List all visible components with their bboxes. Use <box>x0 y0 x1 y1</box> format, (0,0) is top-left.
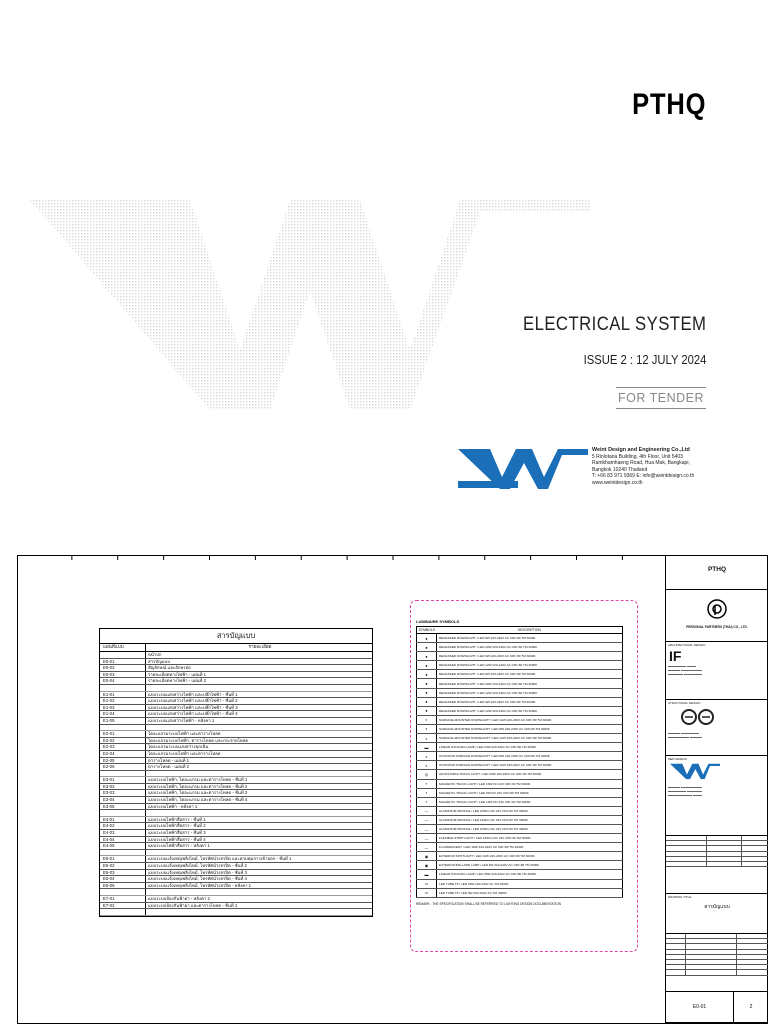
luminaire-symbol-icon: ◐ <box>417 761 437 770</box>
luminaire-description: RECESSED DOWNLIGHT / LED 9W 220-240V AC CRI>80 TM 3000K <box>437 652 623 661</box>
luminaire-description: ALUMINIUM PROFILE / LED 10W/m DC 24V CRI>90 TM 3000K <box>437 806 623 815</box>
luminaire-symbol-icon: ● <box>417 634 437 643</box>
drawing-no-cell: E5-01 <box>100 856 146 862</box>
drawing-list-row <box>100 830 372 837</box>
luminaire-symbol-icon: ● <box>417 688 437 697</box>
drawing-desc-cell <box>146 909 372 915</box>
drawing-desc-cell: สารบัญแบบ <box>148 658 170 664</box>
drawing-list-row <box>100 777 372 784</box>
tb-project <box>666 556 768 590</box>
drawing-desc-cell: แบบระบบแจ้งเหตุเพลิงไหม้, โทรทัศน์วงจรปิด - ชั้นที่ 4 <box>148 876 247 882</box>
drawing-list-row <box>100 771 372 778</box>
legend-row <box>417 870 623 879</box>
tb-structural: STRUCTURAL DESIGN ▬▬▬▬ ▬▬▬▬▬▬ ▬▬▬▬▬▬▬ ▬▬▬▬ <box>666 700 768 756</box>
drawing-list-row <box>100 823 372 830</box>
legend-remark: REMARK : THE SPECIFICATION SHALL BE REFERRED TO LIGHTING DESIGN DOCUMENTATION <box>416 901 561 906</box>
luminaire-description: LED TUBE T8 / LED 18W 220-240V AC TM 4000K <box>437 879 623 888</box>
luminaire-description: MAGNETIC TRACK LIGHT / LED 6W DC 24V CRI>90 TM 3000K <box>437 788 623 797</box>
legend-row <box>417 634 623 643</box>
drawing-no-cell: E5-04 <box>100 876 146 882</box>
drawing-no-cell: E2-02 <box>100 738 146 744</box>
watermark-logo-graphic <box>30 200 590 410</box>
col-drawing-no: แผ่นที่แบบ <box>100 644 146 651</box>
luminaire-description: RECESSED DOWNLIGHT / LED 20W 220-240V AC CRI>80 TM 4000K <box>437 643 623 652</box>
luminaire-symbol-icon: ◐ <box>417 752 437 761</box>
luminaire-description: FLEXIBLE STRIP LIGHT / LED 10W/m DC 24V CRI>90 TM 3000K <box>437 834 623 843</box>
arch-logo: IF <box>669 648 682 664</box>
luminaire-description: SURFACE-MOUNTED DOWNLIGHT / LED 8W 220-240V AC CRI>80 TM 3000K <box>437 724 623 733</box>
drawing-list-row <box>100 678 372 685</box>
company-contact: T: +66 83 971 9369 E: info@weintdesign.co.th <box>592 473 695 480</box>
drawing-no-cell: E4-05 <box>100 843 146 849</box>
luminaire-description: ALUMINIUM PROFILE / LED 14W/m DC 24V CRI>90 TM 3000K <box>437 815 623 824</box>
luminaire-description: ADJUSTABLE TRACK LIGHT / LED 20W 220-240V AC CRI>80 TM 3000K <box>437 770 623 779</box>
drawing-no-cell: E1-01 <box>100 692 146 698</box>
legend-row <box>417 834 623 843</box>
drawing-list-row <box>100 883 372 890</box>
legend-row <box>417 697 623 706</box>
legend-row <box>417 861 623 870</box>
drawing-list-row <box>100 909 372 916</box>
drawing-no-cell: E3-02 <box>100 784 146 790</box>
drawing-no-cell: E3-05 <box>100 804 146 810</box>
company-website: www.weintdesign.co.th <box>592 479 643 486</box>
col-description: รายละเอียด <box>248 644 272 649</box>
drawing-desc-cell <box>146 850 372 856</box>
luminaire-description: RECESSED DOWNLIGHT / LED 8W 220-240V AC CRI>80 TM 3000K <box>437 634 623 643</box>
drawing-desc-cell: แบบระบบแจ้งเหตุเพลิงไหม้, โทรทัศน์วงจรปิด - หลังคา 1 <box>148 882 252 888</box>
drawing-sheet <box>17 555 768 1024</box>
drawing-list-header <box>100 644 372 652</box>
drawing-no-cell <box>100 810 146 816</box>
luminaire-symbol-icon: — <box>417 843 437 852</box>
luminaire-symbol-icon: — <box>417 824 437 833</box>
legend-row <box>417 643 623 652</box>
project-title: PTHQ <box>631 88 706 121</box>
legend-row <box>417 824 623 833</box>
legend-row <box>417 743 623 752</box>
drawing-desc-cell: แบบระบบป้องกันฟ้าผ่า และตารางโหลด - ชั้นที่ 1 <box>148 902 238 908</box>
drawing-no-cell: E1-05 <box>100 718 146 724</box>
luminaire-symbol-icon: ▬ <box>417 870 437 879</box>
drawing-desc-cell: รายละเอียดทางไฟฟ้า - แผ่นที่ 2 <box>148 678 206 684</box>
legend-row <box>417 788 623 797</box>
dwg-title-label: DRAWING TITLE <box>668 895 692 899</box>
luminaire-description: OUTDOOR SURFACE DOWNLIGHT / LED 12W 220-240V AC CRI>80 TM 3000K <box>437 761 623 770</box>
drawing-list-row <box>100 797 372 804</box>
drawing-no-cell <box>100 850 146 856</box>
luminaire-symbol-icon: ▪ <box>417 797 437 806</box>
drawing-list-title: สารบัญแบบ <box>100 629 372 644</box>
luminaire-symbol-icon: — <box>417 806 437 815</box>
drawing-no-cell <box>100 685 146 691</box>
drawing-list-row <box>100 685 372 692</box>
drawing-desc-cell: แบบระบบแสงสว่างไฟฟ้า - หลังคา 1 <box>148 717 215 723</box>
tb-architect: ARCHITECTURAL DESIGN IF ▬▬▬▬▬▬ ▬▬▬ ▬▬▬▬ ▬▬▬▬▬▬▬ ▬▬▬▬▬ ▬▬▬▬▬▬ <box>666 642 768 700</box>
legend-row <box>417 761 623 770</box>
drawing-no-cell <box>100 889 146 895</box>
drawing-desc-cell: แบบระบบไฟฟ้า, ไดอะแกรม และตารางโหลด - ชั้นที่ 1 <box>148 777 248 783</box>
mep-label: MEP DESIGN <box>668 757 687 761</box>
drawing-list-row <box>100 843 372 850</box>
drawing-list-row <box>100 698 372 705</box>
drawing-no-cell: E3-03 <box>100 790 146 796</box>
luminaire-symbol-icon: ● <box>417 697 437 706</box>
luminaire-description: MAGNETIC TRACK LIGHT / LED 12W DC 24V CRI>90 TM 3000K <box>437 797 623 806</box>
legend-row <box>417 843 623 852</box>
drawing-desc-cell: แบบระบบไฟฟ้า, ไดอะแกรม และตารางโหลด - ชั้นที่ 3 <box>148 790 248 796</box>
legend-row <box>417 852 623 861</box>
drawing-desc-cell: รายละเอียดทางไฟฟ้า - แผ่นที่ 1 <box>148 671 206 677</box>
legend-row <box>417 797 623 806</box>
luminaire-symbol-icon: ◎ <box>417 770 437 779</box>
legend-row <box>417 661 623 670</box>
drawing-desc-cell: ไดอะแกรมระบบไฟฟ้า, ตารางโหลด และกระจายโหลด <box>148 737 249 743</box>
drawing-desc-cell: แบบระบบแจ้งเหตุเพลิงไหม้, โทรทัศน์วงจรปิด - ชั้นที่ 2 <box>148 863 247 868</box>
luminaire-symbol-icon: ◉ <box>417 861 437 870</box>
drawing-desc-cell: แบบระบบไฟฟ้า, ไดอะแกรม และตารางโหลด - ชั้นที่ 2 <box>148 783 248 789</box>
drawing-list-table <box>99 628 373 917</box>
drawing-list-row <box>100 718 372 725</box>
drawing-desc-cell: หน้าปก <box>148 652 162 657</box>
drawing-list-row <box>100 837 372 844</box>
company-contact-info <box>592 447 722 487</box>
owner-name: PERSONAL PARTNERS (THAI) CO., LTD. <box>686 625 748 629</box>
luminaire-description: SURFACE-MOUNTED DOWNLIGHT / LED 12W 220-240V AC CRI>80 TM 3000K <box>437 715 623 724</box>
legend-row <box>417 815 623 824</box>
luminaire-description: RECESSED DOWNLIGHT / LED 12W 220-240V AC CRI>80 TM 3000K <box>437 661 623 670</box>
luminaire-symbol-icon: ● <box>417 652 437 661</box>
luminaire-symbol-icon: ▬ <box>417 743 437 752</box>
drawing-no-cell <box>100 725 146 731</box>
luminaire-description: FLUORESCENT / LED 18W 220-240V AC CRI>80 TM 4000K <box>437 843 623 852</box>
luminaire-description: RECESSED DOWNLIGHT / LED 12W 220-240V AC CRI>80 TM 3000K <box>437 688 623 697</box>
tb-project-name: PTHQ <box>707 566 727 573</box>
sheet-top-ticks <box>18 556 767 562</box>
luminaire-description: EXTERIOR BOLLARD LAMP / LED 8W 220-240V AC CRI>80 TM 3000K <box>437 861 623 870</box>
drawing-desc-cell: แบบระบบป้องกันฟ้าผ่า - หลังคา 2 <box>148 895 210 901</box>
drawing-list-row <box>100 705 372 712</box>
drawing-no-cell: E1-04 <box>100 711 146 717</box>
company-address-line-2: Ramkhamhaeng Road, Hua Mak, Bangkapi, <box>592 460 690 467</box>
drawing-list-row <box>100 863 372 870</box>
luminaire-symbol-icon: ▪ <box>417 788 437 797</box>
drawing-desc-cell: แบบระบบแสงสว่างไฟฟ้า และปลั๊กไฟฟ้า - ชั้นที่ 2 <box>148 698 238 704</box>
luminaire-description: RECESSED DOWNLIGHT / LED 12W 220-240V AC CRI>80 TM 3000K <box>437 706 623 715</box>
drawing-list-row <box>100 725 372 732</box>
luminaire-symbol-icon: ▪ <box>417 779 437 788</box>
drawing-list-row <box>100 810 372 817</box>
legend-title: LUMINAIRE SYMBOLS <box>416 619 460 624</box>
luminaire-description: SURFACE-MOUNTED DOWNLIGHT / LED 12W 220-240V AC CRI>80 TM 3000K <box>437 734 623 743</box>
drawing-no-cell: E2-05 <box>100 758 146 764</box>
drawing-list-row <box>100 731 372 738</box>
legend-row <box>417 724 623 733</box>
tb-owner <box>666 590 768 642</box>
drawing-desc-cell: แบบระบบไฟฟ้า, ไดอะแกรม และตารางโหลด - ชั้นที่ 4 <box>148 797 248 803</box>
drawing-list-row <box>100 784 372 791</box>
legend-row <box>417 734 623 743</box>
sheet-number: E0-01 <box>666 992 734 1022</box>
drawing-list-row <box>100 804 372 811</box>
luminaire-symbol-icon: — <box>417 834 437 843</box>
drawing-list-row <box>100 870 372 877</box>
drawing-desc-cell: แบบระบบแจ้งเหตุเพลิงไหม้, โทรทัศน์วงจรปิด และควบคุมการเข้าออก - ชั้นที่ 1 <box>148 856 292 862</box>
drawing-list-row <box>100 665 372 672</box>
title-block <box>665 556 768 1023</box>
drawing-no-cell: E2-06 <box>100 764 146 770</box>
legend-row <box>417 652 623 661</box>
drawing-desc-cell: ไดอะแกรมระบบไฟฟ้า และตารางโหลด <box>148 750 221 756</box>
arch-label: ARCHITECTURAL DESIGN <box>668 643 706 647</box>
company-name: Weint Design and Engineering Co.,Ltd <box>592 447 690 453</box>
luminaire-description: ALUMINIUM PROFILE / LED 10W/m DC 24V CRI>90 TM 4000K <box>437 824 623 833</box>
drawing-desc-cell: แบบระบบไฟฟ้าสื่อสาร - ชั้นที่ 1 <box>148 816 206 822</box>
luminaire-description: RECESSED DOWNLIGHT / LED 20W 220-240V AC CRI>80 TM 3000K <box>437 679 623 688</box>
drawing-desc-cell: แบบระบบไฟฟ้าสื่อสาร - ชั้นที่ 4 <box>148 836 206 842</box>
legend-col-symbol: SYMBOLS <box>417 627 437 634</box>
drawing-no-cell: E2-03 <box>100 744 146 750</box>
drawing-list-row <box>100 738 372 745</box>
struct-label: STRUCTURAL DESIGN <box>668 701 701 705</box>
tb-revisions <box>666 934 768 992</box>
luminaire-symbol-icon: ◐ <box>417 715 437 724</box>
drawing-no-cell: E7-02 <box>100 903 146 909</box>
legend-row <box>417 715 623 724</box>
legend-row <box>417 770 623 779</box>
drawing-no-cell: E0-03 <box>100 672 146 678</box>
structural-logo-icon <box>680 708 716 726</box>
luminaire-description: RECESSED DOWNLIGHT / LED 8W 220-240V AC CRI>80 TM 3000K <box>437 670 623 679</box>
legend-row <box>417 806 623 815</box>
drawing-list-row <box>100 711 372 718</box>
legend-row <box>417 706 623 715</box>
drawing-desc-cell: แบบระบบไฟฟ้าสื่อสาร - ชั้นที่ 2 <box>148 823 206 829</box>
luminaire-description: LINEAR HANGING LAMP / LED 36W 220-240V AC CRI>80 TM 3000K <box>437 870 623 879</box>
issue-date: ISSUE 2 : 12 JULY 2024 <box>583 353 706 367</box>
drawing-desc-cell: แบบระบบแสงสว่างไฟฟ้า และปลั๊กไฟฟ้า - ชั้นที่ 4 <box>148 711 238 717</box>
drawing-desc-cell: แบบระบบไฟฟ้าสื่อสาร - ชั้นที่ 3 <box>148 830 206 836</box>
drawing-no-cell: E5-02 <box>100 863 146 869</box>
drawing-no-cell: E5-05 <box>100 883 146 889</box>
drawing-desc-cell: ไดอะแกรมระบบแสงสว่างฉุกเฉิน <box>148 744 209 750</box>
tb-signature-grid <box>666 836 768 894</box>
drawing-no-cell: E2-04 <box>100 751 146 757</box>
drawing-no-cell: E0-04 <box>100 678 146 684</box>
drawing-desc-cell: แบบระบบแสงสว่างไฟฟ้า และปลั๊กไฟฟ้า - ชั้นที่ 3 <box>148 704 238 710</box>
drawing-no-cell: E1-02 <box>100 698 146 704</box>
drawing-desc-cell: สัญลักษณ์ และอักษรย่อ <box>148 665 191 671</box>
drawing-desc-cell: แบบระบบแจ้งเหตุเพลิงไหม้, โทรทัศน์วงจรปิด - ชั้นที่ 3 <box>148 869 247 875</box>
drawing-desc-cell: แบบระบบแสงสว่างไฟฟ้า และปลั๊กไฟฟ้า - ชั้นที่ 1 <box>148 691 238 697</box>
drawing-no-cell <box>100 652 146 658</box>
company-address-line-3: Bangkok 10240 Thailand <box>592 466 648 473</box>
owner-logo-icon <box>706 598 728 620</box>
luminaire-legend <box>416 619 623 906</box>
drawing-no-cell: E7-01 <box>100 896 146 902</box>
tb-sheet-number <box>666 992 768 1023</box>
drawing-desc-cell: แบบระบบไฟฟ้าสื่อสาร - หลังคา 1 <box>148 843 210 849</box>
drawing-list-row <box>100 903 372 910</box>
drawing-no-cell: E3-04 <box>100 797 146 803</box>
drawing-list-row <box>100 652 372 659</box>
drawing-list-row <box>100 856 372 863</box>
legend-row <box>417 752 623 761</box>
drawing-desc-cell <box>146 771 372 777</box>
drawing-no-cell: E0-01 <box>100 659 146 665</box>
drawing-no-cell <box>100 771 146 777</box>
luminaire-symbol-icon: ◉ <box>417 852 437 861</box>
drawing-no-cell: E2-01 <box>100 731 146 737</box>
drawing-desc-cell <box>146 889 372 895</box>
drawing-desc-cell: ไดอะแกรมระบบไฟฟ้า และตารางโหลด <box>148 731 221 737</box>
drawing-desc-cell: แบบระบบไฟฟ้า - หลังคา 1 <box>148 803 198 809</box>
drawing-no-cell: E4-02 <box>100 823 146 829</box>
drawing-desc-cell <box>146 725 372 731</box>
luminaire-description: MAGNETIC TRACK LIGHT / LED 10W DC 24V CRI>90 TM 3000K <box>437 779 623 788</box>
drawing-no-cell <box>100 909 146 915</box>
legend-row <box>417 879 623 888</box>
luminaire-description: LINEAR HANGING LAMP / LED 24W 220-240V AC CRI>80 TM 3000K <box>437 743 623 752</box>
luminaire-symbol-icon: ● <box>417 661 437 670</box>
tb-drawing-title <box>666 894 768 934</box>
drawing-no-cell: E3-01 <box>100 777 146 783</box>
drawing-no-cell: E0-02 <box>100 665 146 671</box>
legend-col-description: DESCRIPTION <box>437 627 623 634</box>
luminaire-description: OUTDOOR SURFACE DOWNLIGHT / LED 8W 220-240V AC CRI>80 TM 3000K <box>437 752 623 761</box>
system-title: ELECTRICAL SYSTEM <box>522 314 706 335</box>
drawing-list-row <box>100 659 372 666</box>
tb-mep: MEP DESIGN ▬▬▬▬ ▬▬▬▬▬▬▬ ▬▬▬▬▬▬ ▬▬▬▬▬ ▬▬▬▬▬▬▬▬ ▬▬▬ <box>666 756 768 836</box>
luminaire-symbol-icon: — <box>417 815 437 824</box>
drawing-list-row <box>100 751 372 758</box>
luminaire-symbol-icon: ▭ <box>417 879 437 888</box>
drawing-no-cell: E4-04 <box>100 837 146 843</box>
drawing-list-row <box>100 744 372 751</box>
legend-row <box>417 688 623 697</box>
mep-logo-icon <box>670 762 720 780</box>
drawing-list-row <box>100 790 372 797</box>
drawing-list-row <box>100 817 372 824</box>
drawing-desc-cell <box>146 685 372 691</box>
drawing-no-cell: E5-03 <box>100 870 146 876</box>
drawing-desc-cell: ตารางโหลด - แผ่นที่ 1 <box>148 757 190 763</box>
drawing-no-cell: E4-01 <box>100 817 146 823</box>
drawing-list-row <box>100 764 372 771</box>
drawing-list-row <box>100 850 372 857</box>
luminaire-description: RECESSED DOWNLIGHT / LED 9W 220-240V AC CRI>80 TM 4000K <box>437 697 623 706</box>
drawing-list-row <box>100 889 372 896</box>
drawing-list-row <box>100 896 372 903</box>
company-logo <box>458 445 588 491</box>
drawing-list-row <box>100 758 372 765</box>
drawing-no-cell: E1-03 <box>100 705 146 711</box>
drawing-desc-cell: ตารางโหลด - แผ่นที่ 2 <box>148 764 190 770</box>
drawing-desc-cell <box>146 810 372 816</box>
drawing-list-row <box>100 692 372 699</box>
luminaire-symbol-icon: ◐ <box>417 734 437 743</box>
luminaire-description: EXTERIOR SPOTLIGHT / LED 10W 220-240V AC CRI>80 TM 3000K <box>437 852 623 861</box>
dwg-title: สารบัญแบบ <box>704 904 730 910</box>
luminaire-symbol-icon: ● <box>417 679 437 688</box>
company-address-line-1: 5 Rinlotana Building, 4th Floor, Unit 5403 <box>592 453 683 460</box>
luminaire-description: LED TUBE T8 / LED 9W 220-240V AC TM 4000K <box>437 888 623 897</box>
luminaire-symbol-icon: ◐ <box>417 724 437 733</box>
drawing-list-row <box>100 672 372 679</box>
revision-number: 2 <box>749 1004 753 1010</box>
legend-row <box>417 679 623 688</box>
legend-table <box>416 626 623 898</box>
drawing-no-cell: E4-03 <box>100 830 146 836</box>
legend-row <box>417 888 623 897</box>
luminaire-symbol-icon: ● <box>417 706 437 715</box>
luminaire-symbol-icon: ● <box>417 670 437 679</box>
luminaire-symbol-icon: ● <box>417 643 437 652</box>
legend-row <box>417 670 623 679</box>
tender-status-label: FOR TENDER <box>616 387 706 409</box>
drawing-list-row <box>100 876 372 883</box>
luminaire-symbol-icon: ▭ <box>417 888 437 897</box>
legend-row <box>417 779 623 788</box>
